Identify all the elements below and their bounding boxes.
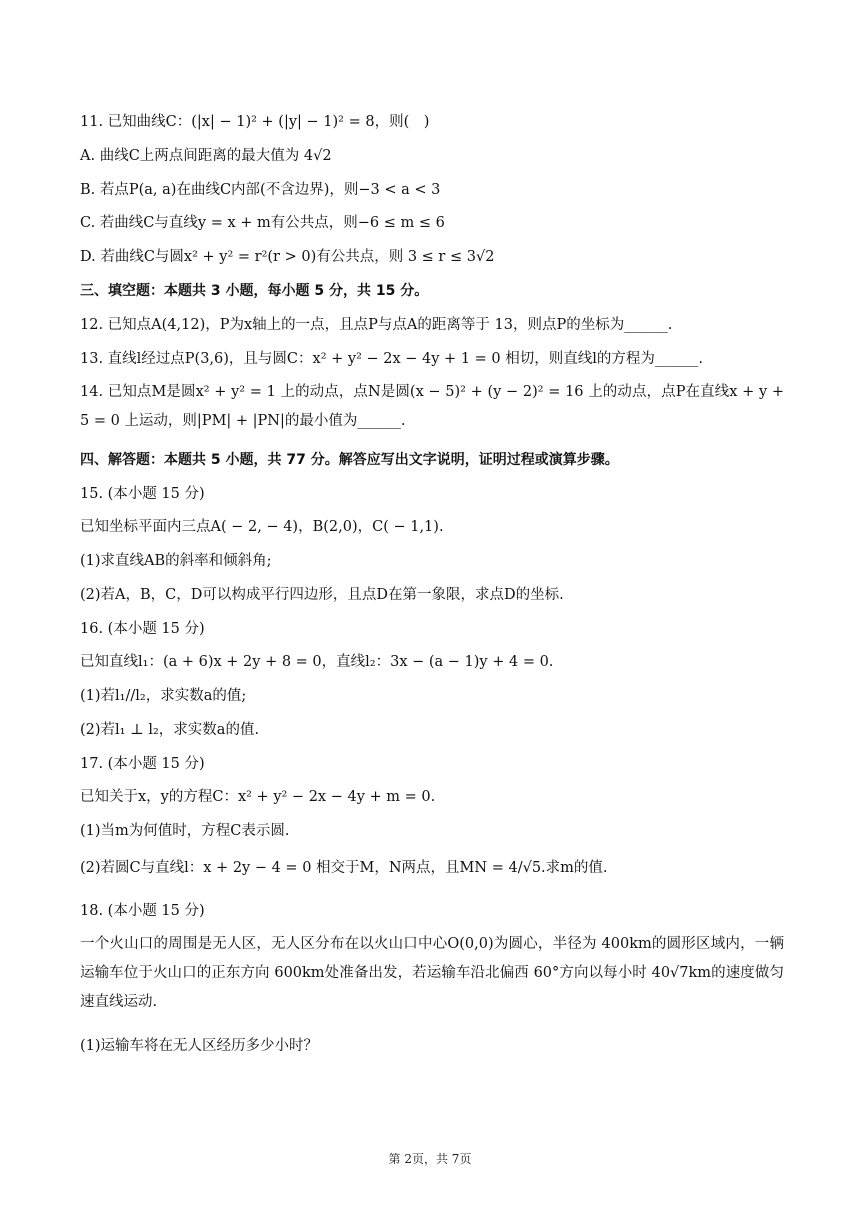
q16-header: 16. (本小题 15 分) <box>80 621 205 637</box>
section-3-heading: 三、填空题：本题共 3 小题，每小题 5 分，共 15 分。 <box>80 283 429 299</box>
q18-header: 18. (本小题 15 分) <box>80 903 205 919</box>
q15-part1: (1)求直线AB的斜率和倾斜角; <box>80 553 272 569</box>
q18-stem: 一个火山口的周围是无人区，无人区分布在以火山口中心O(0,0)为圆心，半径为 400km的圆形区域内，一辆运输车位于火山口的正东方向 600km处准备出发，若运输车沿北偏西 60°方向以每小时 40√7km的速度做匀速直线运动. <box>80 936 784 1010</box>
q11-option-b: B. 若点P(a, a)在曲线C内部(不含边界)，则−3 < a < 3 <box>80 182 441 198</box>
q17-part1: (1)当m为何值时，方程C表示圆. <box>80 823 290 839</box>
q11-option-d: D. 若曲线C与圆x² + y² = r²(r > 0)有公共点，则 3 ≤ r ≤ 3√2 <box>80 249 495 265</box>
q18-part1: (1)运输车将在无人区经历多少小时？ <box>80 1038 319 1054</box>
q15-stem: 已知坐标平面内三点A( − 2, − 4)，B(2,0)，C( − 1,1). <box>80 519 444 535</box>
q11-stem: 11. 已知曲线C：(|x| − 1)² + (|y| − 1)² = 8，则( ) <box>80 114 430 130</box>
q16-part2: (2)若l₁ ⊥ l₂，求实数a的值. <box>80 722 260 738</box>
q17-stem: 已知关于x，y的方程C：x² + y² − 2x − 4y + m = 0. <box>80 789 436 805</box>
q14: 14. 已知点M是圆x² + y² = 1 上的动点，点N是圆(x − 5)² + (y − 2)² = 16 上的动点，点P在直线x + y + 5 = 0 上运动，则|PM| + |PN|的最小值为______. <box>80 384 784 429</box>
q11-option-c: C. 若曲线C与直线y = x + m有公共点，则−6 ≤ m ≤ 6 <box>80 215 445 231</box>
q17-part2: (2)若圆C与直线l：x + 2y − 4 = 0 相交于M，N两点，且MN = 4/√5.求m的值. <box>80 860 608 876</box>
q11-option-a: A. 曲线C上两点间距离的最大值为 4√2 <box>80 148 332 164</box>
q15-part2: (2)若A，B，C，D可以构成平行四边形，且点D在第一象限，求点D的坐标. <box>80 587 564 603</box>
q17-header: 17. (本小题 15 分) <box>80 756 205 772</box>
page-footer: 第 2页，共 7页 <box>388 1152 472 1166</box>
q16-part1: (1)若l₁//l₂，求实数a的值; <box>80 688 247 704</box>
q16-stem: 已知直线l₁：(a + 6)x + 2y + 8 = 0，直线l₂：3x − (a − 1)y + 4 = 0. <box>80 654 554 670</box>
q15-header: 15. (本小题 15 分) <box>80 486 205 502</box>
q12: 12. 已知点A(4,12)，P为x轴上的一点，且点P与点A的距离等于 13，则点P的坐标为______. <box>80 317 673 333</box>
section-4-heading: 四、解答题：本题共 5 小题，共 77 分。解答应写出文字说明，证明过程或演算步骤。 <box>80 452 619 468</box>
q13: 13. 直线l经过点P(3,6)，且与圆C：x² + y² − 2x − 4y + 1 = 0 相切，则直线l的方程为______. <box>80 351 703 367</box>
